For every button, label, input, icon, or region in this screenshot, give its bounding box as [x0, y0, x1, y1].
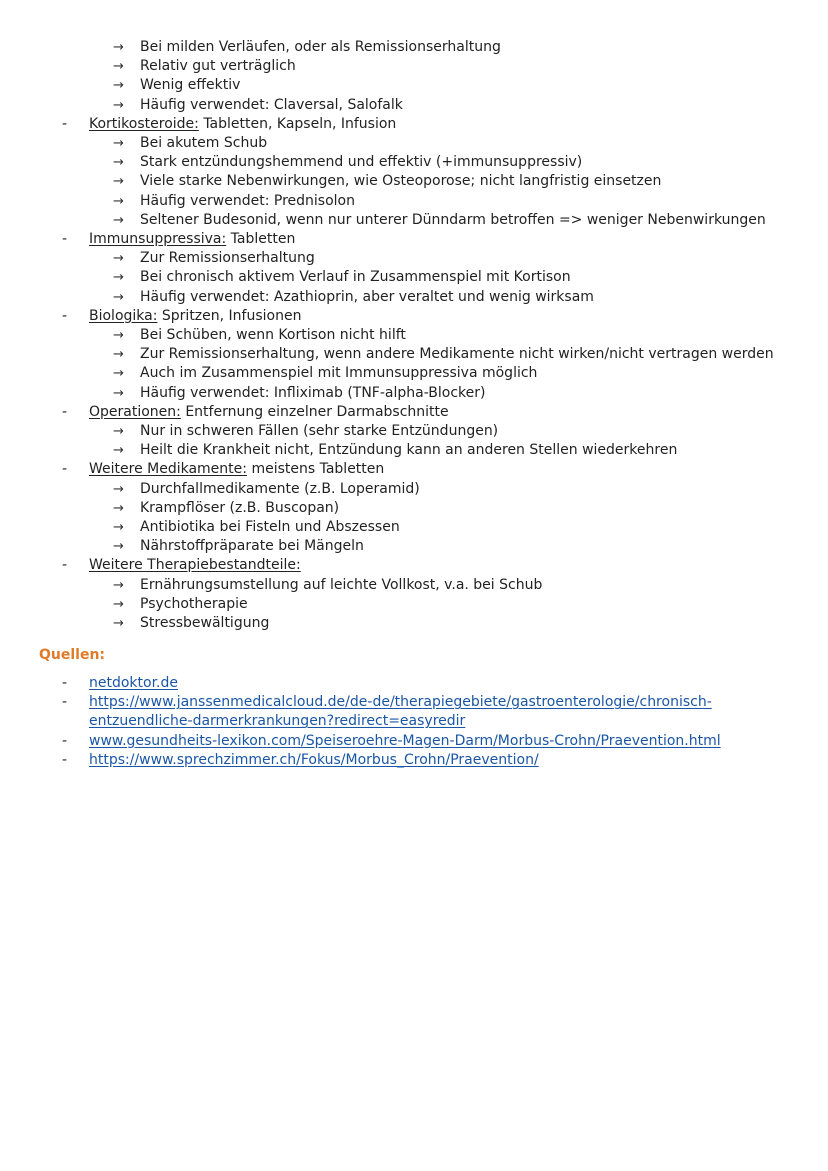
list-item — [0, 441, 828, 460]
list-item — [0, 595, 828, 614]
arrow-right-icon: → — [113, 539, 124, 555]
sources-heading: Quellen: — [39, 647, 106, 663]
category-description: Spritzen, Infusionen — [157, 307, 302, 324]
list-item — [0, 518, 828, 537]
arrow-right-icon: → — [113, 40, 124, 55]
sub-item-text: Nährstoffpräparate bei Mängeln — [140, 538, 364, 555]
list-item — [0, 480, 828, 499]
arrow-right-icon: → — [113, 616, 124, 631]
dash-bullet: - — [62, 403, 68, 420]
sub-item-text: Bei akutem Schub — [140, 135, 268, 151]
sub-item-text: Bei Schüben, wenn Kortison nicht hilft — [140, 327, 406, 343]
category-title: Weitere Therapiebestandteile: — [89, 557, 301, 574]
arrow-right-icon: → — [113, 289, 124, 305]
dash-bullet: - — [62, 307, 68, 324]
list-item — [0, 537, 828, 556]
list-item — [0, 172, 828, 191]
arrow-right-icon: → — [113, 251, 124, 267]
source-link[interactable]: entzuendliche-darmerkrankungen?redirect=easyredir — [89, 713, 466, 730]
arrow-right-icon: → — [113, 78, 124, 94]
list-item — [0, 96, 828, 115]
dash-bullet: - — [62, 461, 68, 478]
category-heading — [89, 230, 295, 249]
category-description: Tabletten — [226, 231, 296, 247]
sub-item-text: Zur Remissionserhaltung — [140, 250, 315, 267]
category-description: Entfernung einzelner Darmabschnitte — [180, 403, 449, 420]
category-title: Kortikosteroide: — [89, 115, 199, 132]
category-title: Immunsuppressiva: — [89, 231, 227, 247]
arrow-right-icon: → — [113, 136, 124, 151]
arrow-right-icon: → — [113, 577, 124, 593]
sub-item-text: Zur Remissionserhaltung, wenn andere Medikamente nicht wirken/nicht vertragen werden — [140, 346, 774, 363]
list-item — [0, 76, 828, 95]
sub-item-text: Relativ gut verträglich — [140, 58, 296, 75]
list-item — [0, 499, 828, 518]
category-title: Operationen: — [89, 403, 181, 420]
sub-item-text: Viele starke Nebenwirkungen, wie Osteoporose; nicht langfristig einsetzen — [140, 173, 662, 190]
arrow-right-icon: → — [113, 596, 124, 612]
dash-bullet: - — [62, 115, 68, 132]
list-item — [0, 384, 828, 403]
sub-item-text: Antibiotika bei Fisteln und Abszessen — [140, 519, 400, 535]
source-link[interactable]: www.gesundheits-lexikon.com/Speiseroehre-Magen-Darm/Morbus-Crohn/Praevention.html — [89, 732, 721, 749]
arrow-right-icon: → — [113, 212, 124, 228]
list-item — [0, 153, 828, 172]
sub-item-text: Durchfallmedikamente (z.B. Loperamid) — [140, 480, 420, 497]
dash-bullet: - — [62, 732, 68, 749]
arrow-right-icon: → — [113, 500, 124, 516]
dash-bullet: - — [62, 751, 68, 768]
dash-bullet: - — [62, 694, 68, 711]
arrow-right-icon: → — [113, 385, 124, 401]
arrow-right-icon: → — [113, 443, 124, 459]
sub-item-text: Stressbewältigung — [140, 615, 270, 631]
source-link[interactable]: netdoktor.de — [89, 675, 179, 691]
sub-item-text: Bei chronisch aktivem Verlauf in Zusammenspiel mit Kortison — [140, 269, 571, 286]
sub-item-text: Häufig verwendet: Prednisolon — [140, 192, 355, 209]
arrow-right-icon: → — [113, 328, 124, 343]
list-item-heading — [0, 460, 828, 479]
arrow-right-icon: → — [113, 270, 124, 286]
sub-item-text: Wenig effektiv — [140, 77, 241, 94]
list-item — [0, 576, 828, 595]
sub-item-text: Heilt die Krankheit nicht, Entzündung kann an anderen Stellen wiederkehren — [140, 442, 678, 459]
list-item-heading — [0, 115, 828, 134]
sub-item-text: Ernährungsumstellung auf leichte Vollkost, v.a. bei Schub — [140, 576, 543, 593]
list-item — [0, 345, 828, 364]
category-title: Biologika: — [89, 307, 158, 324]
list-item-heading — [0, 230, 828, 249]
source-link[interactable]: https://www.sprechzimmer.ch/Fokus/Morbus_Crohn/Praevention/ — [89, 751, 539, 768]
arrow-right-icon: → — [113, 193, 124, 209]
list-item — [0, 57, 828, 76]
arrow-right-icon: → — [113, 520, 124, 535]
dash-bullet: - — [62, 231, 68, 247]
category-heading — [89, 460, 384, 479]
arrow-right-icon: → — [113, 366, 124, 382]
arrow-right-icon: → — [113, 424, 124, 439]
arrow-right-icon: → — [113, 174, 124, 190]
list-item — [0, 614, 828, 633]
category-heading — [89, 115, 396, 134]
category-description: Tabletten, Kapseln, Infusion — [198, 115, 397, 132]
list-item — [0, 192, 828, 211]
sub-item-text: Bei milden Verläufen, oder als Remissionserhaltung — [140, 39, 501, 55]
sub-item-text: Häufig verwendet: Claversal, Salofalk — [140, 96, 403, 113]
list-item — [0, 38, 828, 57]
sub-item-text: Stark entzündungshemmend und effektiv (+immunsuppressiv) — [140, 154, 583, 171]
list-item — [0, 268, 828, 287]
arrow-right-icon: → — [113, 347, 124, 363]
arrow-right-icon: → — [113, 97, 124, 113]
list-item — [0, 211, 828, 230]
sub-item-text: Häufig verwendet: Azathioprin, aber veraltet und wenig wirksam — [140, 288, 594, 305]
list-item — [0, 422, 828, 441]
dash-bullet: - — [62, 675, 68, 691]
arrow-right-icon: → — [113, 59, 124, 75]
category-heading — [89, 307, 301, 326]
sub-item-text: Seltener Budesonid, wenn nur unterer Dünndarm betroffen => weniger Nebenwirkungen — [140, 211, 766, 228]
source-link[interactable]: https://www.janssenmedicalcloud.de/de-de/therapiegebiete/gastroenterologie/chronisch- — [89, 694, 712, 711]
category-title: Weitere Medikamente: — [89, 461, 247, 478]
category-description: meistens Tabletten — [247, 461, 385, 478]
list-item-heading — [0, 556, 828, 575]
category-heading — [89, 403, 449, 422]
list-item-heading — [0, 403, 828, 422]
sub-item-text: Auch im Zusammenspiel mit Immunsuppressiva möglich — [140, 365, 538, 382]
list-item — [0, 326, 828, 345]
sub-item-text: Krampflöser (z.B. Buscopan) — [140, 499, 340, 516]
sub-item-text: Nur in schweren Fällen (sehr starke Entzündungen) — [140, 423, 499, 439]
sub-item-text: Häufig verwendet: Infliximab (TNF-alpha-Blocker) — [140, 384, 486, 401]
list-item — [0, 134, 828, 153]
category-heading — [89, 556, 301, 575]
dash-bullet: - — [62, 557, 68, 574]
arrow-right-icon: → — [113, 155, 124, 171]
sub-item-text: Psychotherapie — [140, 595, 248, 612]
list-item — [0, 288, 828, 307]
list-item-heading — [0, 307, 828, 326]
arrow-right-icon: → — [113, 481, 124, 497]
list-item — [0, 249, 828, 268]
list-item — [0, 364, 828, 383]
